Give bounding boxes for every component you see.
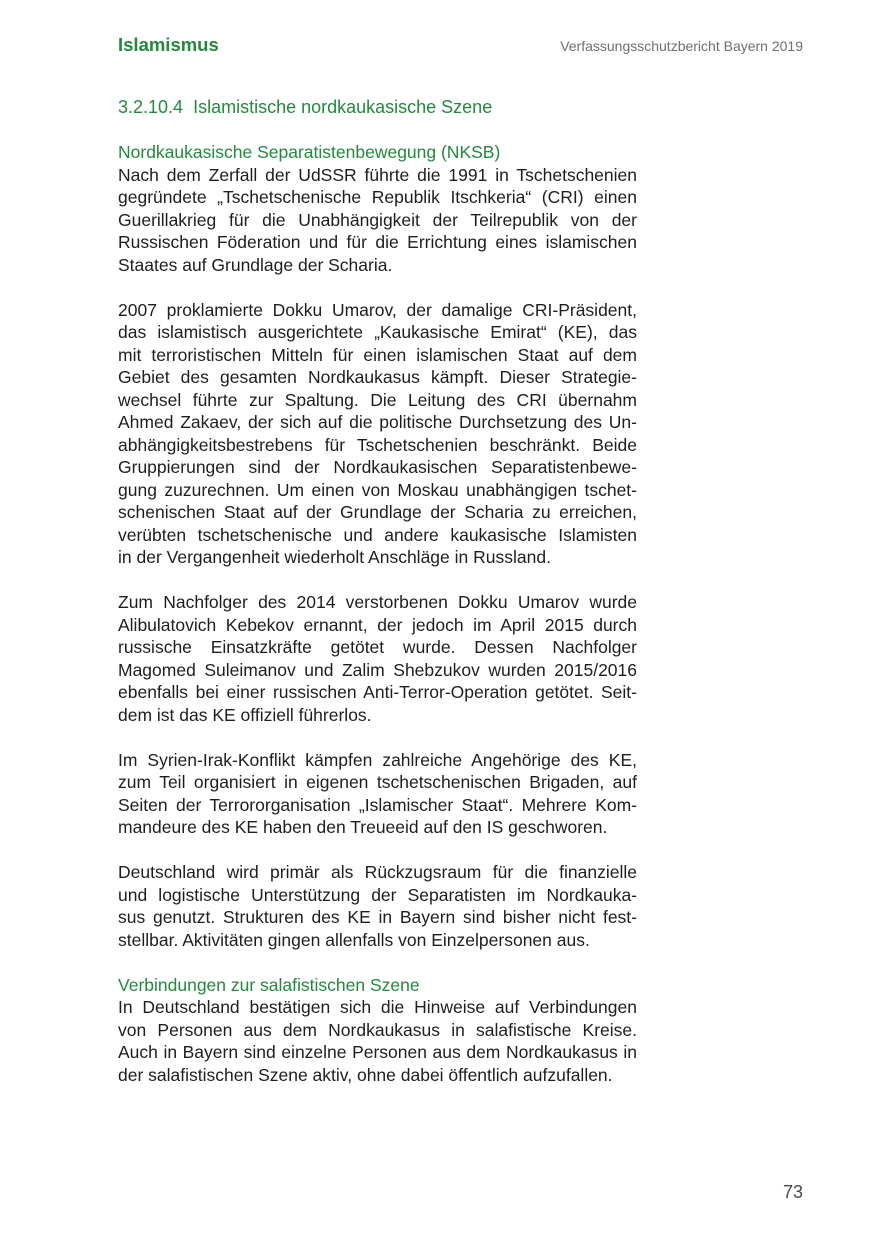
- paragraph: [118, 861, 637, 951]
- subsection-heading: Nordkaukasische Separatistenbewegung (NKSB): [118, 142, 501, 162]
- paragraph: [118, 996, 637, 1086]
- text-line: Gebiet des gesamten Nordkaukasus kämpft. Dieser Strategie-: [118, 367, 637, 387]
- text-line: In Deutschland bestätigen sich die Hinweise auf Verbindungen: [118, 997, 637, 1017]
- text-line: 2007 proklamierte Dokku Umarov, der damalige CRI-Präsident,: [118, 299, 637, 320]
- text-line: abhängigkeitsbestrebens für Tschetschenien beschränkt. Beide: [118, 434, 637, 455]
- text-line: Ahmed Zakaev, der sich auf die politische Durchsetzung des Un-: [118, 412, 637, 432]
- subsection: [118, 141, 637, 951]
- text-line: von Personen aus dem Nordkaukasus in salafistische Kreise.: [118, 1019, 637, 1040]
- page-number: 73: [782, 1182, 803, 1202]
- text-line: mandeure des KE haben den Treueeid auf den IS geschworen.: [118, 817, 608, 837]
- paragraph: [118, 164, 637, 277]
- text-line: Gruppierungen sind der Nordkaukasischen Separatistenbewe-: [118, 457, 637, 477]
- text-line: der salafistischen Szene aktiv, ohne dabei öffentlich aufzufallen.: [118, 1064, 613, 1085]
- paragraph: [118, 591, 637, 726]
- text-line: sus genutzt. Strukturen des KE in Bayern sind bisher nicht fest-: [118, 907, 637, 927]
- text-line: Deutschland wird primär als Rückzugsraum für die finanzielle: [118, 862, 637, 882]
- section-heading: [118, 96, 637, 119]
- text-line: verübten tschetschenische und andere kaukasische Islamisten: [118, 524, 637, 545]
- text-line: ebenfalls bei einer russischen Anti-Terror-Operation getötet. Seit-: [118, 682, 637, 702]
- publication-title: Verfassungsschutzbericht Bayern 2019: [560, 38, 803, 54]
- text-line: wechsel führte zur Spaltung. Die Leitung des CRI übernahm: [118, 389, 637, 410]
- section-number: 3.2.10.4: [118, 97, 184, 117]
- paragraph: [118, 749, 637, 839]
- section-title: Islamistische nordkaukasische Szene: [193, 97, 493, 117]
- text-line: das islamistisch ausgerichtete „Kaukasische Emirat“ (KE), das: [118, 322, 637, 342]
- text-line: Im Syrien-Irak-Konflikt kämpfen zahlreiche Angehörige des KE,: [118, 749, 637, 770]
- text-line: Magomed Suleimanov und Zalim Shebzukov wurden 2015/2016: [118, 659, 637, 680]
- text-line: Nach dem Zerfall der UdSSR führte die 1991 in Tschetschenien: [118, 164, 637, 185]
- text-line: stellbar. Aktivitäten gingen allenfalls von Einzelpersonen aus.: [118, 929, 590, 950]
- subsection-heading: Verbindungen zur salafistischen Szene: [118, 974, 420, 995]
- text-line: gung zuzurechnen. Um einen von Moskau unabhängigen tschet-: [118, 479, 637, 500]
- text-line: Staates auf Grundlage der Scharia.: [118, 254, 393, 275]
- text-line: und logistische Unterstützung der Separatisten im Nordkauka-: [118, 884, 637, 905]
- paragraph: [118, 299, 637, 569]
- text-line: zum Teil organisiert in eigenen tschetschenischen Brigaden, auf: [118, 772, 637, 792]
- text-line: mit terroristischen Mitteln für einen islamischen Staat auf dem: [118, 344, 637, 365]
- text-line: dem ist das KE offiziell führerlos.: [118, 704, 372, 725]
- text-line: gegründete „Tschetschenische Republik Itschkeria“ (CRI) einen: [118, 187, 637, 207]
- text-line: Zum Nachfolger des 2014 verstorbenen Dokku Umarov wurde: [118, 592, 637, 612]
- text-line: in der Vergangenheit wiederholt Anschläge in Russland.: [118, 547, 551, 567]
- text-line: schenischen Staat auf der Grundlage der Scharia zu erreichen,: [118, 502, 637, 522]
- chapter-label: Islamismus: [118, 34, 219, 55]
- text-line: Russischen Föderation und für die Errichtung eines islamischen: [118, 232, 637, 252]
- text-line: russische Einsatzkräfte getötet wurde. Dessen Nachfolger: [118, 637, 637, 657]
- text-line: Guerillakrieg für die Unabhängigkeit der Teilrepublik von der: [118, 209, 637, 230]
- main-content: [118, 96, 637, 1109]
- subsection: [118, 974, 637, 1087]
- text-line: Alibulatovich Kebekov ernannt, der jedoch im April 2015 durch: [118, 614, 637, 635]
- text-line: Seiten der Terrororganisation „Islamischer Staat“. Mehrere Kom-: [118, 794, 637, 815]
- text-line: Auch in Bayern sind einzelne Personen aus dem Nordkaukasus in: [118, 1042, 637, 1062]
